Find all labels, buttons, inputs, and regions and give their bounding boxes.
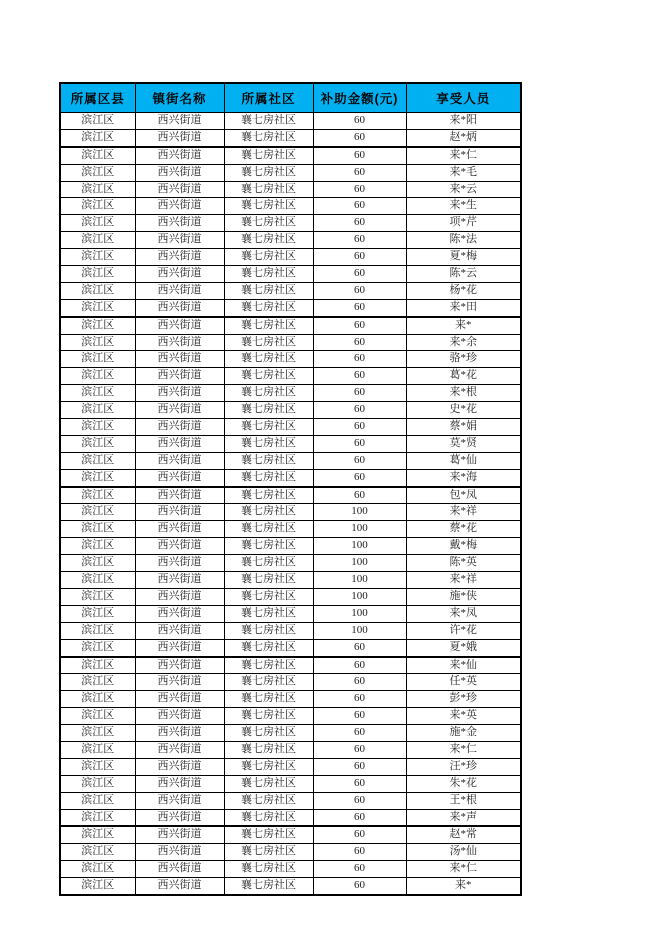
cell-street: 西兴街道 [135, 741, 224, 758]
cell-district: 滨江区 [60, 469, 135, 486]
table-row [60, 469, 521, 486]
cell-amount: 60 [313, 725, 406, 742]
column-header-street: 镇街名称 [135, 83, 224, 113]
cell-person: 戴*梅 [406, 538, 521, 555]
cell-person: 赵*常 [406, 826, 521, 843]
cell-street: 西兴街道 [135, 639, 224, 656]
cell-district: 滨江区 [60, 215, 135, 232]
cell-street: 西兴街道 [135, 334, 224, 351]
cell-person: 来*仁 [406, 147, 521, 164]
cell-street: 西兴街道 [135, 657, 224, 674]
cell-street: 西兴街道 [135, 708, 224, 725]
cell-person: 施*侠 [406, 588, 521, 605]
cell-street: 西兴街道 [135, 181, 224, 198]
cell-amount: 100 [313, 504, 406, 521]
cell-community: 襄七房社区 [224, 419, 313, 436]
cell-amount: 60 [313, 385, 406, 402]
cell-community: 襄七房社区 [224, 878, 313, 895]
table-row [60, 758, 521, 775]
cell-street: 西兴街道 [135, 129, 224, 146]
cell-district: 滨江区 [60, 232, 135, 249]
cell-person: 陈*英 [406, 555, 521, 572]
cell-district: 滨江区 [60, 809, 135, 826]
table-row [60, 368, 521, 385]
cell-amount: 100 [313, 572, 406, 589]
cell-district: 滨江区 [60, 402, 135, 419]
cell-street: 西兴街道 [135, 809, 224, 826]
cell-district: 滨江区 [60, 504, 135, 521]
cell-amount: 60 [313, 147, 406, 164]
cell-amount: 60 [313, 368, 406, 385]
table-row [60, 232, 521, 249]
cell-community: 襄七房社区 [224, 368, 313, 385]
cell-street: 西兴街道 [135, 351, 224, 368]
cell-person: 杨*花 [406, 282, 521, 299]
cell-community: 襄七房社区 [224, 249, 313, 266]
cell-street: 西兴街道 [135, 368, 224, 385]
cell-amount: 60 [313, 334, 406, 351]
cell-district: 滨江区 [60, 385, 135, 402]
cell-street: 西兴街道 [135, 758, 224, 775]
cell-district: 滨江区 [60, 299, 135, 316]
cell-amount: 60 [313, 639, 406, 656]
subsidy-table [59, 82, 522, 896]
cell-street: 西兴街道 [135, 588, 224, 605]
cell-community: 襄七房社区 [224, 758, 313, 775]
cell-person: 来* [406, 878, 521, 895]
cell-street: 西兴街道 [135, 198, 224, 215]
cell-street: 西兴街道 [135, 249, 224, 266]
cell-amount: 60 [313, 435, 406, 452]
cell-street: 西兴街道 [135, 147, 224, 164]
cell-amount: 60 [313, 741, 406, 758]
cell-street: 西兴街道 [135, 622, 224, 639]
cell-street: 西兴街道 [135, 572, 224, 589]
cell-community: 襄七房社区 [224, 299, 313, 316]
cell-district: 滨江区 [60, 435, 135, 452]
table-row [60, 809, 521, 826]
cell-community: 襄七房社区 [224, 317, 313, 334]
cell-amount: 60 [313, 164, 406, 181]
cell-person: 蔡*娟 [406, 419, 521, 436]
cell-district: 滨江区 [60, 452, 135, 469]
cell-district: 滨江区 [60, 334, 135, 351]
cell-person: 来*仁 [406, 861, 521, 878]
table-row [60, 674, 521, 691]
cell-community: 襄七房社区 [224, 809, 313, 826]
table-row [60, 639, 521, 656]
cell-street: 西兴街道 [135, 419, 224, 436]
cell-amount: 60 [313, 181, 406, 198]
cell-district: 滨江区 [60, 657, 135, 674]
table-row [60, 419, 521, 436]
cell-community: 襄七房社区 [224, 181, 313, 198]
cell-person: 施*金 [406, 725, 521, 742]
cell-district: 滨江区 [60, 368, 135, 385]
cell-community: 襄七房社区 [224, 504, 313, 521]
cell-person: 莫*贤 [406, 435, 521, 452]
cell-amount: 60 [313, 282, 406, 299]
cell-community: 襄七房社区 [224, 775, 313, 792]
cell-person: 朱*花 [406, 775, 521, 792]
cell-community: 襄七房社区 [224, 725, 313, 742]
cell-community: 襄七房社区 [224, 588, 313, 605]
cell-district: 滨江区 [60, 419, 135, 436]
cell-person: 王*根 [406, 792, 521, 809]
cell-person: 来*祥 [406, 572, 521, 589]
cell-person: 许*花 [406, 622, 521, 639]
table-row [60, 504, 521, 521]
cell-street: 西兴街道 [135, 878, 224, 895]
cell-amount: 60 [313, 691, 406, 708]
cell-district: 滨江区 [60, 792, 135, 809]
cell-street: 西兴街道 [135, 299, 224, 316]
table-row [60, 521, 521, 538]
table-row [60, 708, 521, 725]
cell-community: 襄七房社区 [224, 861, 313, 878]
cell-street: 西兴街道 [135, 792, 224, 809]
cell-district: 滨江区 [60, 691, 135, 708]
cell-district: 滨江区 [60, 758, 135, 775]
cell-person: 来*祥 [406, 504, 521, 521]
cell-person: 来* [406, 317, 521, 334]
cell-community: 襄七房社区 [224, 147, 313, 164]
cell-street: 西兴街道 [135, 844, 224, 861]
cell-district: 滨江区 [60, 708, 135, 725]
cell-district: 滨江区 [60, 878, 135, 895]
table-row [60, 129, 521, 146]
column-header-community: 所属社区 [224, 83, 313, 113]
table-row [60, 691, 521, 708]
cell-person: 骆*珍 [406, 351, 521, 368]
cell-person: 来*仁 [406, 741, 521, 758]
cell-street: 西兴街道 [135, 385, 224, 402]
cell-district: 滨江区 [60, 266, 135, 283]
cell-person: 来*毛 [406, 164, 521, 181]
column-header-amount: 补助金额(元) [313, 83, 406, 113]
cell-community: 襄七房社区 [224, 282, 313, 299]
cell-community: 襄七房社区 [224, 385, 313, 402]
table-row [60, 775, 521, 792]
cell-community: 襄七房社区 [224, 351, 313, 368]
cell-district: 滨江区 [60, 844, 135, 861]
cell-person: 赵*炳 [406, 129, 521, 146]
cell-street: 西兴街道 [135, 282, 224, 299]
cell-district: 滨江区 [60, 725, 135, 742]
cell-person: 来*仙 [406, 657, 521, 674]
table-row [60, 351, 521, 368]
cell-amount: 60 [313, 674, 406, 691]
cell-person: 来*田 [406, 299, 521, 316]
table-row [60, 605, 521, 622]
cell-person: 蔡*花 [406, 521, 521, 538]
cell-community: 襄七房社区 [224, 266, 313, 283]
cell-district: 滨江区 [60, 639, 135, 656]
cell-district: 滨江区 [60, 147, 135, 164]
cell-amount: 100 [313, 605, 406, 622]
cell-street: 西兴街道 [135, 775, 224, 792]
cell-amount: 60 [313, 351, 406, 368]
table-row [60, 198, 521, 215]
cell-community: 襄七房社区 [224, 741, 313, 758]
cell-street: 西兴街道 [135, 487, 224, 504]
cell-person: 来*凤 [406, 605, 521, 622]
cell-district: 滨江区 [60, 249, 135, 266]
cell-amount: 100 [313, 555, 406, 572]
cell-street: 西兴街道 [135, 232, 224, 249]
cell-amount: 60 [313, 487, 406, 504]
table-body [60, 113, 521, 895]
table-row [60, 402, 521, 419]
cell-amount: 100 [313, 521, 406, 538]
cell-amount: 60 [313, 249, 406, 266]
cell-street: 西兴街道 [135, 674, 224, 691]
table-row [60, 861, 521, 878]
table-row [60, 282, 521, 299]
cell-street: 西兴街道 [135, 605, 224, 622]
table-row [60, 452, 521, 469]
cell-community: 襄七房社区 [224, 538, 313, 555]
cell-community: 襄七房社区 [224, 402, 313, 419]
cell-amount: 60 [313, 113, 406, 130]
cell-district: 滨江区 [60, 572, 135, 589]
table-row [60, 113, 521, 130]
table-row [60, 164, 521, 181]
table-row [60, 657, 521, 674]
cell-community: 襄七房社区 [224, 572, 313, 589]
cell-district: 滨江区 [60, 181, 135, 198]
cell-district: 滨江区 [60, 129, 135, 146]
cell-street: 西兴街道 [135, 164, 224, 181]
cell-person: 葛*仙 [406, 452, 521, 469]
cell-person: 来*声 [406, 809, 521, 826]
cell-community: 襄七房社区 [224, 555, 313, 572]
cell-district: 滨江区 [60, 198, 135, 215]
cell-community: 襄七房社区 [224, 639, 313, 656]
column-header-person: 享受人员 [406, 83, 521, 113]
cell-community: 襄七房社区 [224, 164, 313, 181]
cell-street: 西兴街道 [135, 402, 224, 419]
cell-amount: 60 [313, 469, 406, 486]
cell-street: 西兴街道 [135, 469, 224, 486]
cell-amount: 60 [313, 299, 406, 316]
cell-person: 包*凤 [406, 487, 521, 504]
cell-district: 滨江区 [60, 861, 135, 878]
cell-district: 滨江区 [60, 555, 135, 572]
cell-street: 西兴街道 [135, 452, 224, 469]
column-header-district: 所属区县 [60, 83, 135, 113]
table-row [60, 181, 521, 198]
cell-person: 陈*云 [406, 266, 521, 283]
cell-community: 襄七房社区 [224, 521, 313, 538]
cell-person: 夏*梅 [406, 249, 521, 266]
cell-person: 夏*娥 [406, 639, 521, 656]
cell-amount: 60 [313, 198, 406, 215]
cell-street: 西兴街道 [135, 435, 224, 452]
cell-amount: 60 [313, 402, 406, 419]
cell-district: 滨江区 [60, 538, 135, 555]
table-row [60, 572, 521, 589]
table-row [60, 266, 521, 283]
cell-community: 襄七房社区 [224, 826, 313, 843]
cell-person: 来*云 [406, 181, 521, 198]
cell-street: 西兴街道 [135, 266, 224, 283]
table-row [60, 299, 521, 316]
table-row [60, 435, 521, 452]
cell-community: 襄七房社区 [224, 435, 313, 452]
table-row [60, 792, 521, 809]
cell-community: 襄七房社区 [224, 605, 313, 622]
cell-person: 来*阳 [406, 113, 521, 130]
table-row [60, 826, 521, 843]
cell-district: 滨江区 [60, 826, 135, 843]
cell-community: 襄七房社区 [224, 198, 313, 215]
cell-person: 项*芹 [406, 215, 521, 232]
cell-community: 襄七房社区 [224, 232, 313, 249]
cell-person: 汤*仙 [406, 844, 521, 861]
cell-amount: 60 [313, 844, 406, 861]
cell-amount: 100 [313, 622, 406, 639]
cell-person: 任*英 [406, 674, 521, 691]
cell-street: 西兴街道 [135, 215, 224, 232]
cell-district: 滨江区 [60, 351, 135, 368]
cell-amount: 60 [313, 826, 406, 843]
cell-community: 襄七房社区 [224, 215, 313, 232]
cell-amount: 60 [313, 657, 406, 674]
cell-person: 史*花 [406, 402, 521, 419]
table-row [60, 215, 521, 232]
cell-district: 滨江区 [60, 605, 135, 622]
cell-amount: 60 [313, 452, 406, 469]
cell-amount: 60 [313, 266, 406, 283]
cell-community: 襄七房社区 [224, 792, 313, 809]
cell-amount: 60 [313, 809, 406, 826]
cell-person: 陈*法 [406, 232, 521, 249]
table-row [60, 878, 521, 895]
cell-community: 襄七房社区 [224, 129, 313, 146]
cell-amount: 60 [313, 861, 406, 878]
cell-district: 滨江区 [60, 282, 135, 299]
cell-person: 来*生 [406, 198, 521, 215]
cell-district: 滨江区 [60, 113, 135, 130]
cell-amount: 60 [313, 232, 406, 249]
cell-district: 滨江区 [60, 775, 135, 792]
cell-community: 襄七房社区 [224, 657, 313, 674]
cell-person: 来*余 [406, 334, 521, 351]
cell-district: 滨江区 [60, 164, 135, 181]
cell-community: 襄七房社区 [224, 708, 313, 725]
cell-amount: 100 [313, 588, 406, 605]
table-row [60, 725, 521, 742]
table-row [60, 538, 521, 555]
table-row [60, 622, 521, 639]
cell-person: 来*根 [406, 385, 521, 402]
table-header-row [60, 83, 521, 113]
cell-amount: 60 [313, 129, 406, 146]
cell-district: 滨江区 [60, 521, 135, 538]
cell-district: 滨江区 [60, 622, 135, 639]
cell-street: 西兴街道 [135, 555, 224, 572]
cell-community: 襄七房社区 [224, 113, 313, 130]
cell-community: 襄七房社区 [224, 452, 313, 469]
cell-street: 西兴街道 [135, 725, 224, 742]
cell-street: 西兴街道 [135, 113, 224, 130]
cell-street: 西兴街道 [135, 504, 224, 521]
table-row [60, 844, 521, 861]
table-row [60, 249, 521, 266]
cell-community: 襄七房社区 [224, 691, 313, 708]
cell-amount: 60 [313, 792, 406, 809]
cell-street: 西兴街道 [135, 691, 224, 708]
cell-amount: 60 [313, 419, 406, 436]
cell-district: 滨江区 [60, 674, 135, 691]
cell-person: 来*海 [406, 469, 521, 486]
cell-district: 滨江区 [60, 317, 135, 334]
cell-amount: 60 [313, 317, 406, 334]
cell-amount: 60 [313, 215, 406, 232]
table-row [60, 487, 521, 504]
cell-community: 襄七房社区 [224, 622, 313, 639]
table-row [60, 317, 521, 334]
cell-person: 汪*珍 [406, 758, 521, 775]
cell-amount: 60 [313, 878, 406, 895]
table-row [60, 588, 521, 605]
table-row [60, 147, 521, 164]
cell-district: 滨江区 [60, 487, 135, 504]
cell-community: 襄七房社区 [224, 844, 313, 861]
cell-person: 葛*花 [406, 368, 521, 385]
cell-amount: 60 [313, 775, 406, 792]
cell-street: 西兴街道 [135, 826, 224, 843]
table-row [60, 334, 521, 351]
cell-community: 襄七房社区 [224, 334, 313, 351]
cell-amount: 100 [313, 538, 406, 555]
cell-street: 西兴街道 [135, 317, 224, 334]
cell-amount: 60 [313, 708, 406, 725]
cell-street: 西兴街道 [135, 521, 224, 538]
cell-community: 襄七房社区 [224, 674, 313, 691]
cell-street: 西兴街道 [135, 861, 224, 878]
cell-person: 彭*珍 [406, 691, 521, 708]
table-row [60, 555, 521, 572]
cell-district: 滨江区 [60, 741, 135, 758]
cell-community: 襄七房社区 [224, 487, 313, 504]
cell-community: 襄七房社区 [224, 469, 313, 486]
table-row [60, 385, 521, 402]
cell-street: 西兴街道 [135, 538, 224, 555]
cell-person: 来*英 [406, 708, 521, 725]
cell-district: 滨江区 [60, 588, 135, 605]
table-row [60, 741, 521, 758]
cell-amount: 60 [313, 758, 406, 775]
